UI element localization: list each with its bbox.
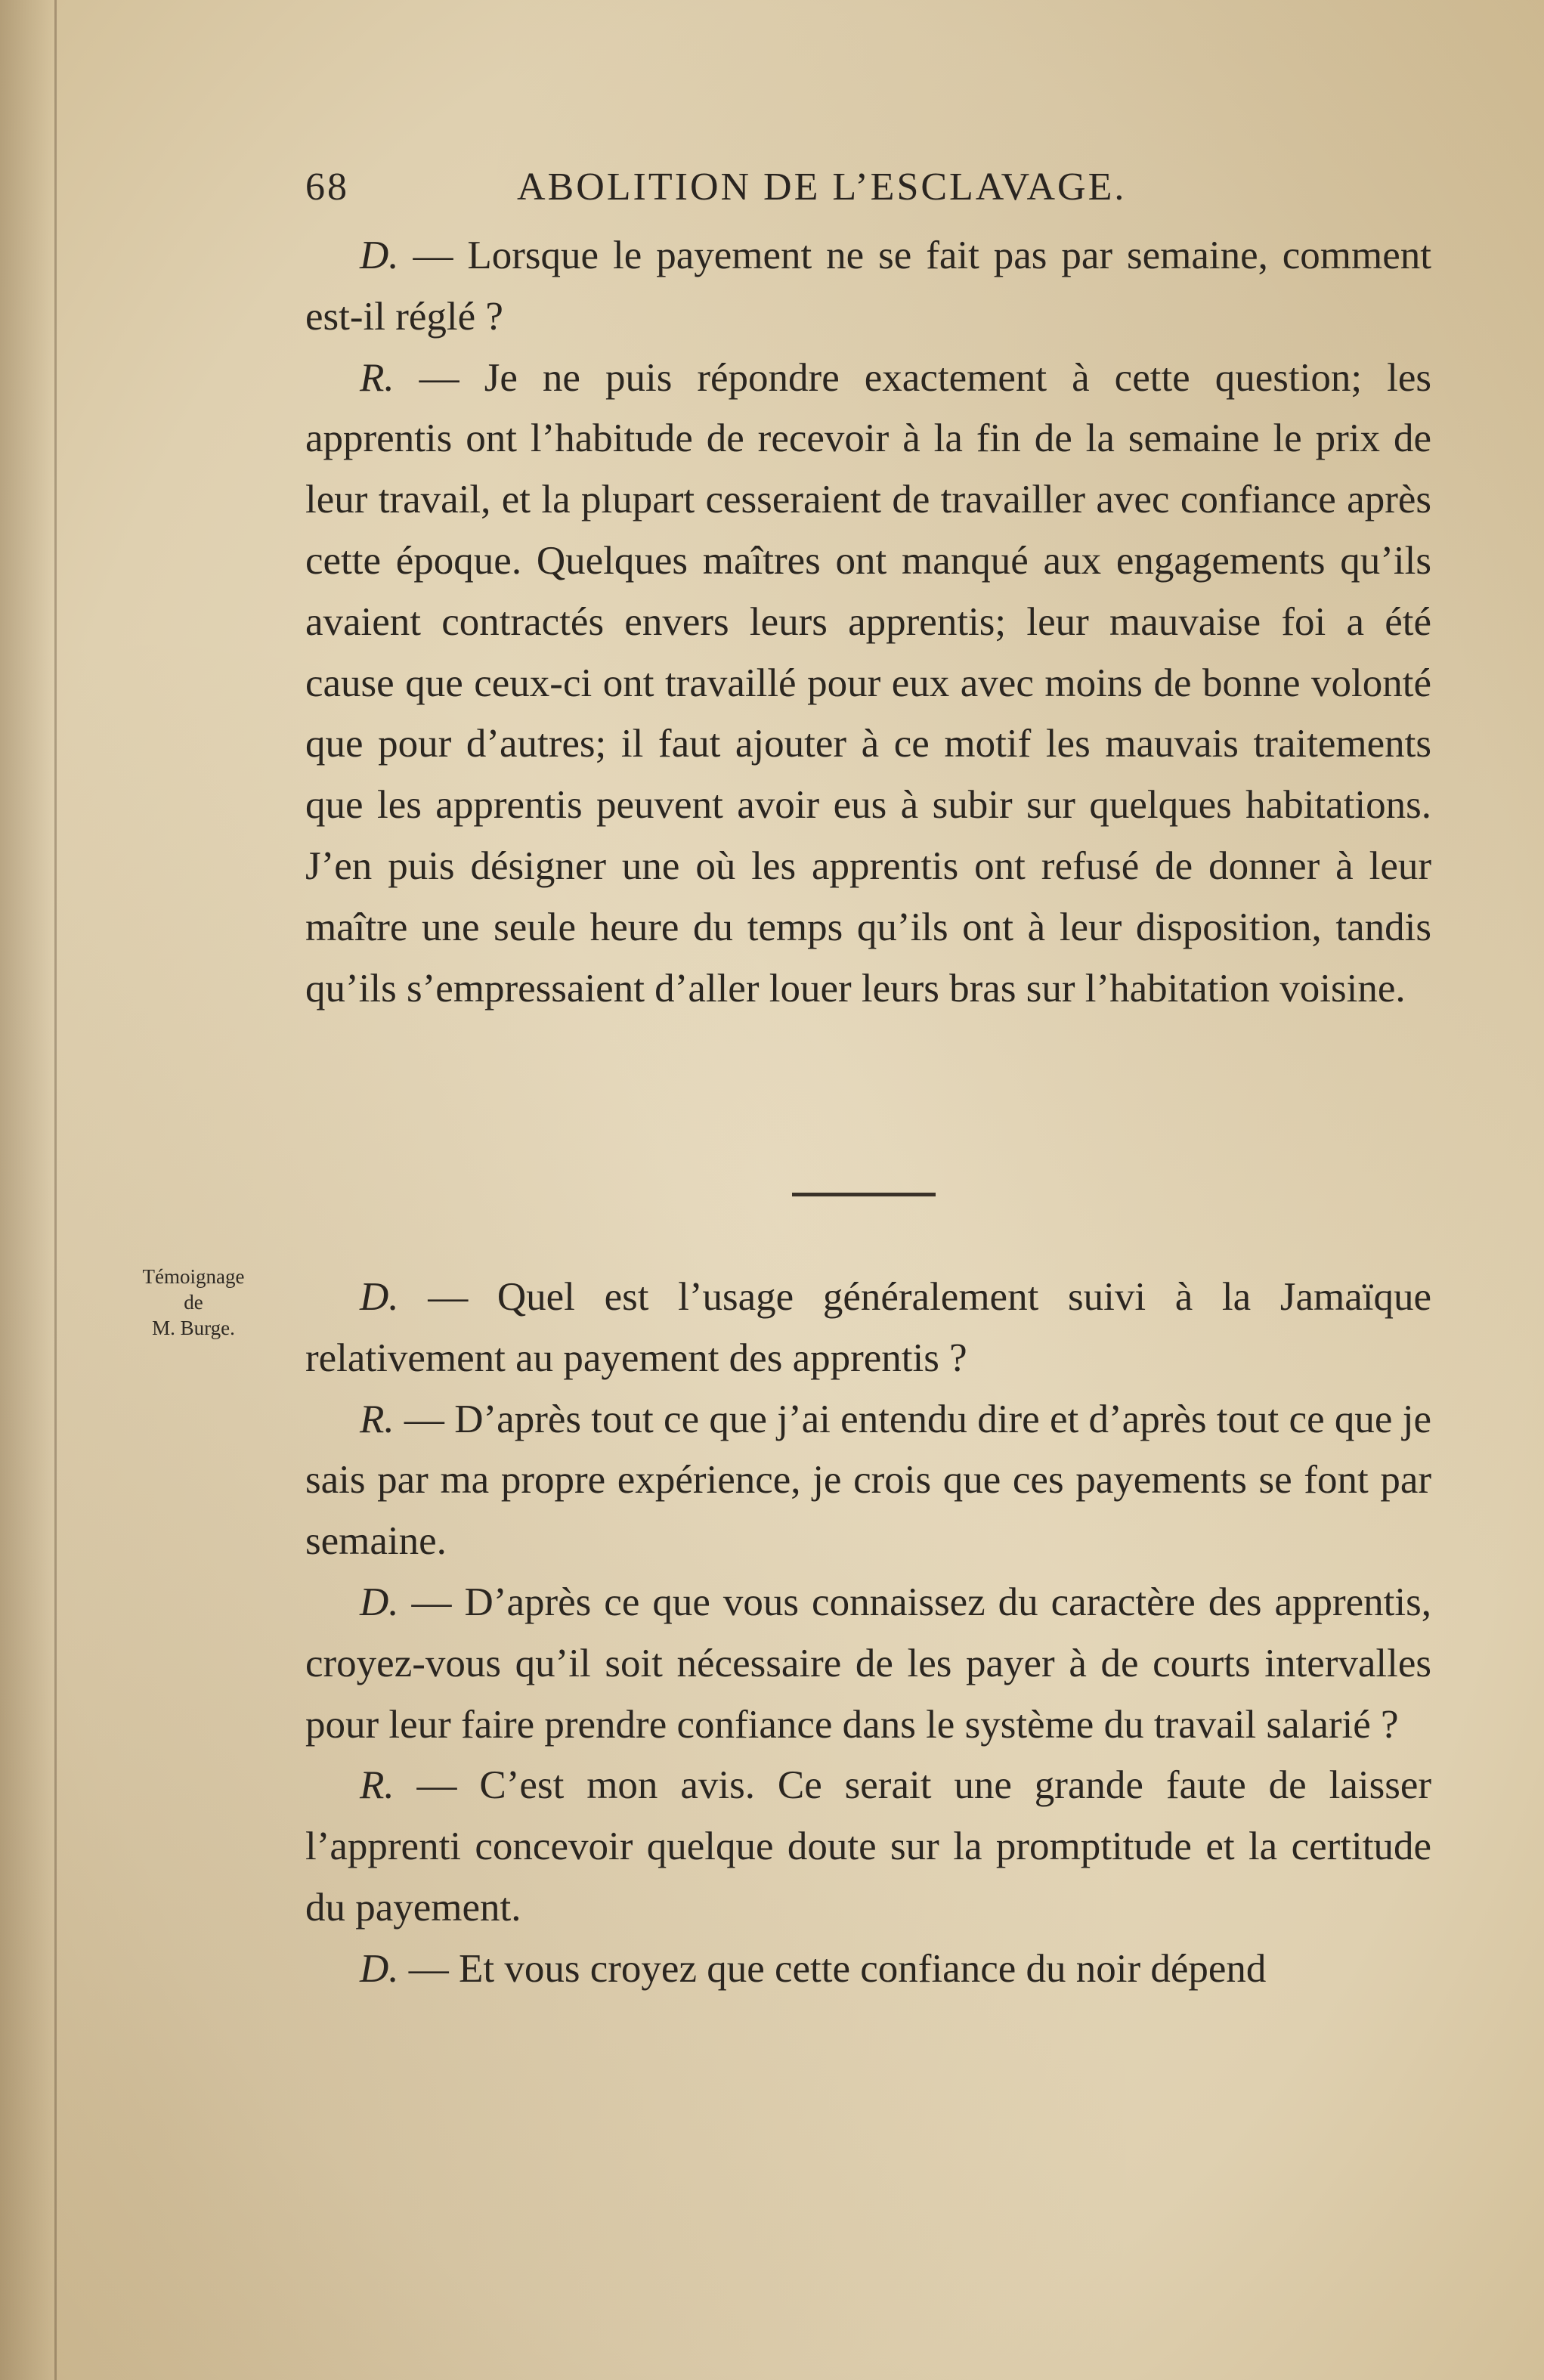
page-number: 68 xyxy=(305,166,349,209)
paragraph-answer xyxy=(305,1755,1431,1938)
paragraph-text: — D’après tout ce que j’ai entendu dire et d’après tout ce que je sais par ma propre expérience, je crois que ces payements se font par semaine. xyxy=(305,1397,1431,1564)
paragraph-text: — D’après ce que vous connaissez du caractère des apprentis, croyez-vous qu’il soit nécessaire de les payer à de courts intervalles pour leur faire prendre confiance dans le système du travail salarié ? xyxy=(305,1580,1431,1747)
binding-line xyxy=(54,0,57,2380)
text-block-upper xyxy=(305,225,1431,1019)
speaker-label: D. xyxy=(360,1580,399,1624)
binding-shadow xyxy=(0,0,53,2380)
speaker-label: D. xyxy=(360,1275,399,1319)
paragraph-text: — Lorsque le payement ne se fait pas par semaine, comment est-il réglé ? xyxy=(305,234,1431,339)
speaker-label: R. xyxy=(360,1397,395,1441)
text-block-lower xyxy=(305,1267,1431,2000)
speaker-label: R. xyxy=(360,1763,395,1808)
margin-note-line: Témoignage xyxy=(142,1265,245,1288)
paragraph-question xyxy=(305,225,1431,348)
paragraph-text: — C’est mon avis. Ce serait une grande faute de laisser l’apprenti concevoir quelque doute sur la promptitude et la certitude du payement. xyxy=(305,1763,1431,1930)
speaker-label: R. xyxy=(360,355,395,400)
paragraph-text: — Je ne puis répondre exactement à cette question; les apprentis ont l’habitude de recevoir à la fin de la semaine le prix de leur travail, et la plupart cesseraient de travailler avec confiance après cette époque. Quelques maîtres ont manqué aux engagements qu’ils avaient contractés envers leurs apprentis; leur mauvaise foi a été cause que ceux-ci ont travaillé pour eux avec moins de bonne volonté que pour d’autres; il faut ajouter à ce motif les mauvais traitements que les apprentis peuvent avoir eus à subir sur quelques habitations. J’en puis désigner une où les apprentis ont refusé de donner à leur maître une seule heure du temps qu’ils ont à leur disposition, tandis qu’ils s’empressaient d’aller louer leurs bras sur l’habitation voisine. xyxy=(305,355,1431,1010)
paragraph-question xyxy=(305,1939,1431,2000)
paragraph-answer xyxy=(305,348,1431,1020)
margin-note-line: de xyxy=(184,1291,203,1314)
margin-note xyxy=(110,1264,277,1341)
speaker-label: D. xyxy=(360,1946,399,1991)
speaker-label: D. xyxy=(360,234,399,277)
paragraph-question xyxy=(305,1572,1431,1755)
page-header xyxy=(305,165,1218,212)
paragraph-answer xyxy=(305,1389,1431,1572)
margin-note-line: M. Burge. xyxy=(152,1317,235,1339)
running-title: ABOLITION DE L’ESCLAVAGE. xyxy=(517,166,1127,209)
paragraph-text: — Quel est l’usage généralement suivi à la Jamaïque relativement au payement des apprentis ? xyxy=(305,1275,1431,1380)
paragraph-question xyxy=(305,1267,1431,1389)
section-divider xyxy=(792,1193,936,1196)
paragraph-text: — Et vous croyez que cette confiance du noir dépend xyxy=(398,1946,1267,1991)
